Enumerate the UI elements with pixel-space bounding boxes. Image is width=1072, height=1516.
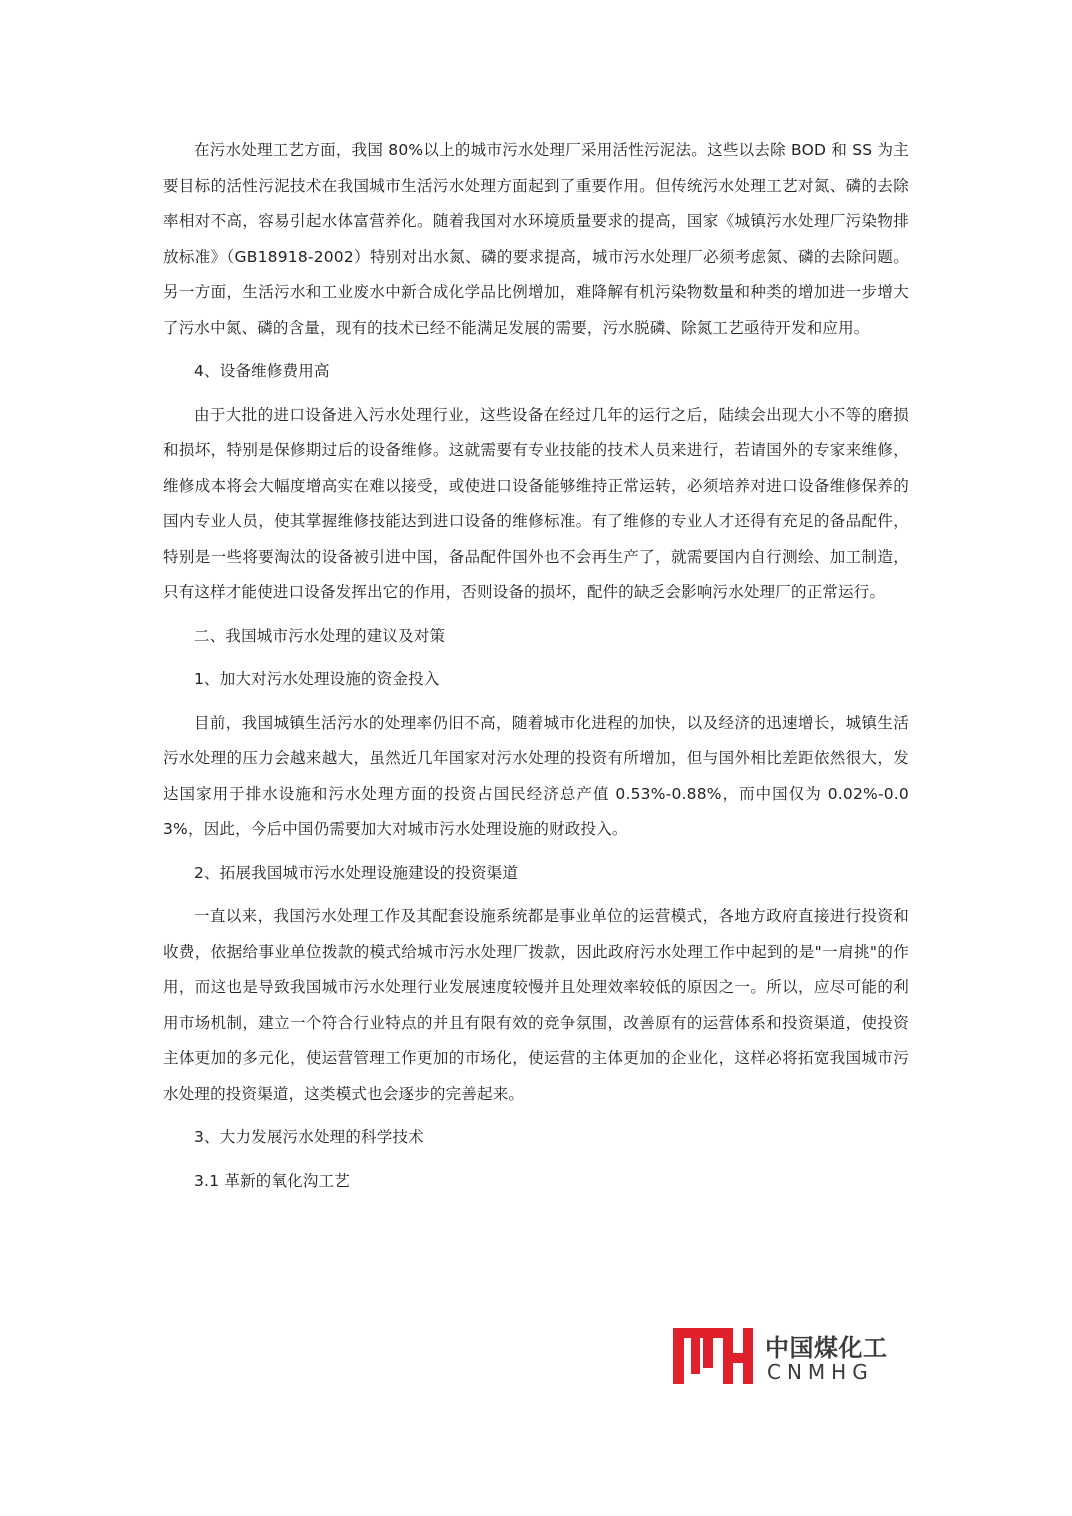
logo-english-name: CNMHG: [767, 1360, 874, 1384]
paragraph-funding: 目前，我国城镇生活污水的处理率仍旧不高，随着城市化进程的加快，以及经济的迅速增长，城镇生活污水处理的压力会越来越大，虽然近几年国家对污水处理的投资有所增加，但与国外相比差距依然很大，发达国家用于排水设施和污水处理方面的投资占国民经济总产值 0.53%-0.88%，而中国仅为 0.02%-0.03%，因此，今后中国仍需要加大对城市污水处理设施的财政投入。: [163, 713, 909, 838]
heading-funding: 1、加大对污水处理设施的资金投入: [194, 670, 440, 688]
heading-equipment-maintenance: 4、设备维修费用高: [194, 362, 330, 380]
company-logo: [671, 1326, 888, 1388]
paragraph-equipment-maintenance: 由于大批的进口设备进入污水处理行业，这些设备在经过几年的运行之后，陆续会出现大小不等的磨损和损坏，特别是保修期过后的设备维修。这就需要有专业技能的技术人员来进行，若请国外的专家来维修，维修成本将会大幅度增高实在难以接受，或使进口设备能够维持正常运转，必须培养对进口设备维修保养的国内专业人员，使其掌握维修技能达到进口设备的维修标准。有了维修的专业人才还得有充足的备品配件，特别是一些将要淘汰的设备被引进中国，备品配件国外也不会再生产了，就需要国内自行测绘、加工制造，只有这样才能使进口设备发挥出它的作用，否则设备的损坏，配件的缺乏会影响污水处理厂的正常运行。: [163, 405, 909, 601]
heading-technology: 3、大力发展污水处理的科学技术: [194, 1128, 424, 1146]
heading-oxidation-ditch: 3.1 革新的氧化沟工艺: [194, 1171, 350, 1190]
document-body: [163, 133, 909, 1207]
mh-logo-icon: [671, 1326, 761, 1388]
paragraph-investment-channels: 一直以来，我国污水处理工作及其配套设施系统都是事业单位的运营模式，各地方政府直接进行投资和收费，依据给事业单位拨款的模式给城市污水处理厂拨款，因此政府污水处理工作中起到的是"一肩挑"的作用，而这也是导致我国城市污水处理行业发展速度较慢并且处理效率较低的原因之一。所以，应尽可能的利用市场机制，建立一个符合行业特点的并且有限有效的竞争氛围，改善原有的运营体系和投资渠道，使投资主体更加的多元化，使运营管理工作更加的市场化，使运营的主体更加的企业化，这样必将拓宽我国城市污水处理的投资渠道，这类模式也会逐步的完善起来。: [163, 907, 909, 1103]
heading-investment-channels: 2、拓展我国城市污水处理设施建设的投资渠道: [194, 863, 519, 882]
logo-chinese-name: 中国煤化工: [765, 1334, 888, 1362]
paragraph-treatment-process: 在污水处理工艺方面，我国 80%以上的城市污水处理厂采用活性污泥法。这些以去除 BOD 和 SS 为主要目标的活性污泥技术在我国城市生活污水处理方面起到了重要作用。但传统污水处理工艺对氮、磷的去除率相对不高，容易引起水体富营养化。随着我国对水环境质量要求的提高，国家《城镇污水处理厂污染物排放标准》（GB18918-2002）特别对出水氮、磷的要求提高，城市污水处理厂必须考虑氮、磷的去除问题。另一方面，生活污水和工业废水中新合成化学品比例增加，难降解有机污染物数量和种类的增加进一步增大了污水中氮、磷的含量，现有的技术已经不能满足发展的需要，污水脱磷、除氮工艺亟待开发和应用。: [163, 141, 909, 337]
heading-suggestions: 二、我国城市污水处理的建议及对策: [194, 626, 446, 645]
